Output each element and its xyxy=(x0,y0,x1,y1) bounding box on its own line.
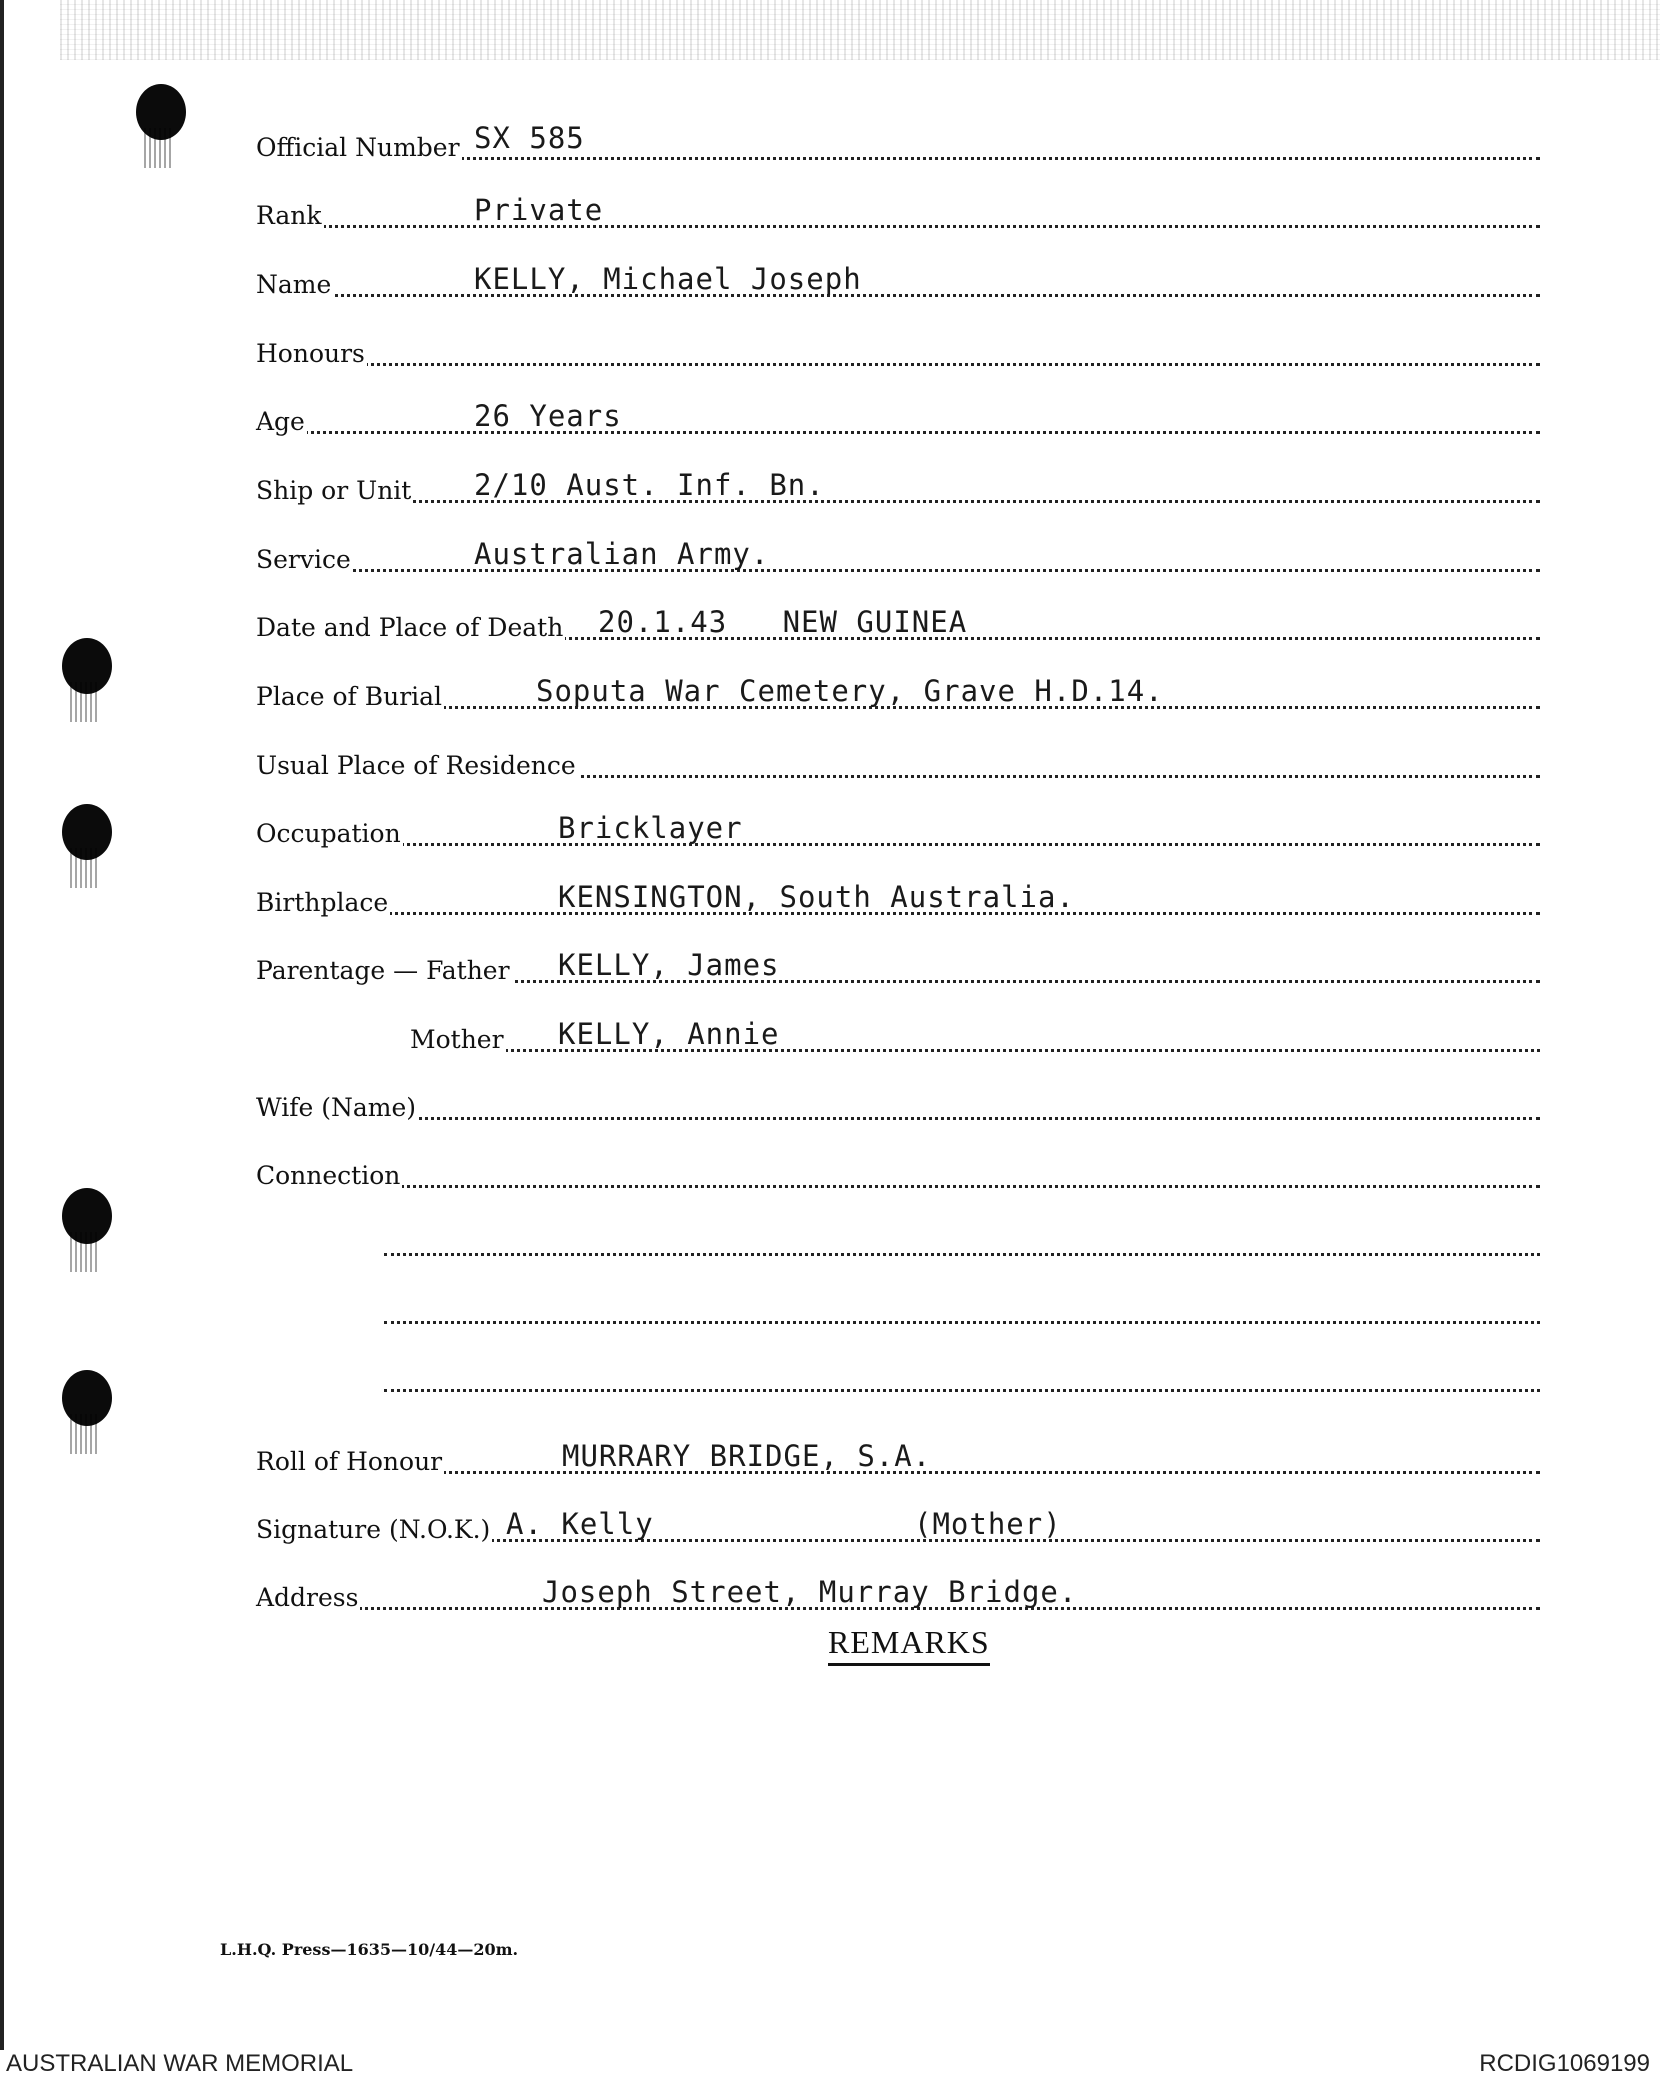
dotted-line xyxy=(384,1389,1540,1392)
field-wife xyxy=(256,1072,1540,1128)
dotted-line xyxy=(256,569,1540,572)
label-death: Date and Place of Death xyxy=(256,613,564,642)
connection-line-3 xyxy=(384,1276,1540,1332)
field-mother xyxy=(410,1004,1540,1060)
dotted-line xyxy=(256,431,1540,434)
label-ship-or-unit: Ship or Unit xyxy=(256,476,412,505)
label-mother: Mother xyxy=(410,1025,504,1054)
dotted-line xyxy=(384,1253,1540,1256)
dotted-line xyxy=(256,843,1540,846)
field-ship-or-unit xyxy=(256,455,1540,511)
value-father: KELLY, James xyxy=(558,948,780,982)
value-signature-relation: (Mother) xyxy=(914,1507,1062,1541)
dotted-line xyxy=(256,294,1540,297)
field-death xyxy=(256,592,1540,648)
field-occupation xyxy=(256,798,1540,854)
field-official-number xyxy=(256,112,1540,168)
field-roll-of-honour xyxy=(256,1426,1540,1482)
footer-archive-name: AUSTRALIAN WAR MEMORIAL xyxy=(6,2050,354,2077)
dotted-line xyxy=(256,225,1540,228)
dotted-line xyxy=(256,1185,1540,1188)
field-name xyxy=(256,249,1540,305)
punch-hole xyxy=(62,1188,112,1244)
value-rank: Private xyxy=(474,193,604,227)
value-occupation: Bricklayer xyxy=(558,811,743,845)
scan-noise xyxy=(60,0,1660,60)
punch-hole xyxy=(62,804,112,860)
punch-hole xyxy=(62,638,112,694)
label-age: Age xyxy=(256,407,305,436)
scan-edge xyxy=(0,0,4,2050)
label-residence: Usual Place of Residence xyxy=(256,751,576,780)
punch-hole xyxy=(136,84,186,140)
dotted-line xyxy=(256,363,1540,366)
remarks-heading: REMARKS xyxy=(828,1624,990,1666)
connection-line-4 xyxy=(384,1344,1540,1400)
label-service: Service xyxy=(256,545,351,574)
dotted-line xyxy=(384,1321,1540,1324)
value-name: KELLY, Michael Joseph xyxy=(474,262,862,296)
label-burial: Place of Burial xyxy=(256,682,443,711)
label-official-number: Official Number xyxy=(256,133,460,162)
label-address: Address xyxy=(256,1583,359,1612)
label-rank: Rank xyxy=(256,201,322,230)
value-mother: KELLY, Annie xyxy=(558,1017,780,1051)
value-death: 20.1.43 NEW GUINEA xyxy=(598,605,968,639)
label-wife: Wife (Name) xyxy=(256,1093,417,1122)
field-connection xyxy=(256,1140,1540,1196)
label-honours: Honours xyxy=(256,339,365,368)
dotted-line xyxy=(256,500,1540,503)
value-ship-or-unit: 2/10 Aust. Inf. Bn. xyxy=(474,468,825,502)
field-rank xyxy=(256,180,1540,236)
field-father xyxy=(256,935,1540,991)
field-signature xyxy=(256,1494,1540,1550)
field-birthplace xyxy=(256,867,1540,923)
field-burial xyxy=(256,661,1540,717)
value-address: Joseph Street, Murray Bridge. xyxy=(542,1575,1078,1609)
value-age: 26 Years xyxy=(474,399,622,433)
field-residence xyxy=(256,730,1540,786)
label-connection: Connection xyxy=(256,1161,401,1190)
label-roll-of-honour: Roll of Honour xyxy=(256,1447,443,1476)
value-signature: A. Kelly xyxy=(506,1507,654,1541)
field-honours xyxy=(256,318,1540,374)
label-name: Name xyxy=(256,270,332,299)
label-occupation: Occupation xyxy=(256,819,401,848)
footer-record-id: RCDIG1069199 xyxy=(1479,2050,1650,2077)
dotted-line xyxy=(256,1117,1540,1120)
field-service xyxy=(256,524,1540,580)
value-service: Australian Army. xyxy=(474,537,770,571)
value-birthplace: KENSINGTON, South Australia. xyxy=(558,880,1075,914)
label-birthplace: Birthplace xyxy=(256,888,389,917)
value-roll-of-honour: MURRARY BRIDGE, S.A. xyxy=(562,1439,932,1473)
label-signature: Signature (N.O.K.) xyxy=(256,1515,491,1544)
punch-hole xyxy=(62,1370,112,1426)
value-official-number: SX 585 xyxy=(474,121,585,155)
field-age xyxy=(256,386,1540,442)
field-address xyxy=(256,1562,1540,1618)
label-father: Parentage — Father xyxy=(256,956,510,985)
press-note: L.H.Q. Press—1635—10/44—20m. xyxy=(220,1940,519,1959)
connection-line-2 xyxy=(384,1208,1540,1264)
value-burial: Soputa War Cemetery, Grave H.D.14. xyxy=(536,674,1164,708)
